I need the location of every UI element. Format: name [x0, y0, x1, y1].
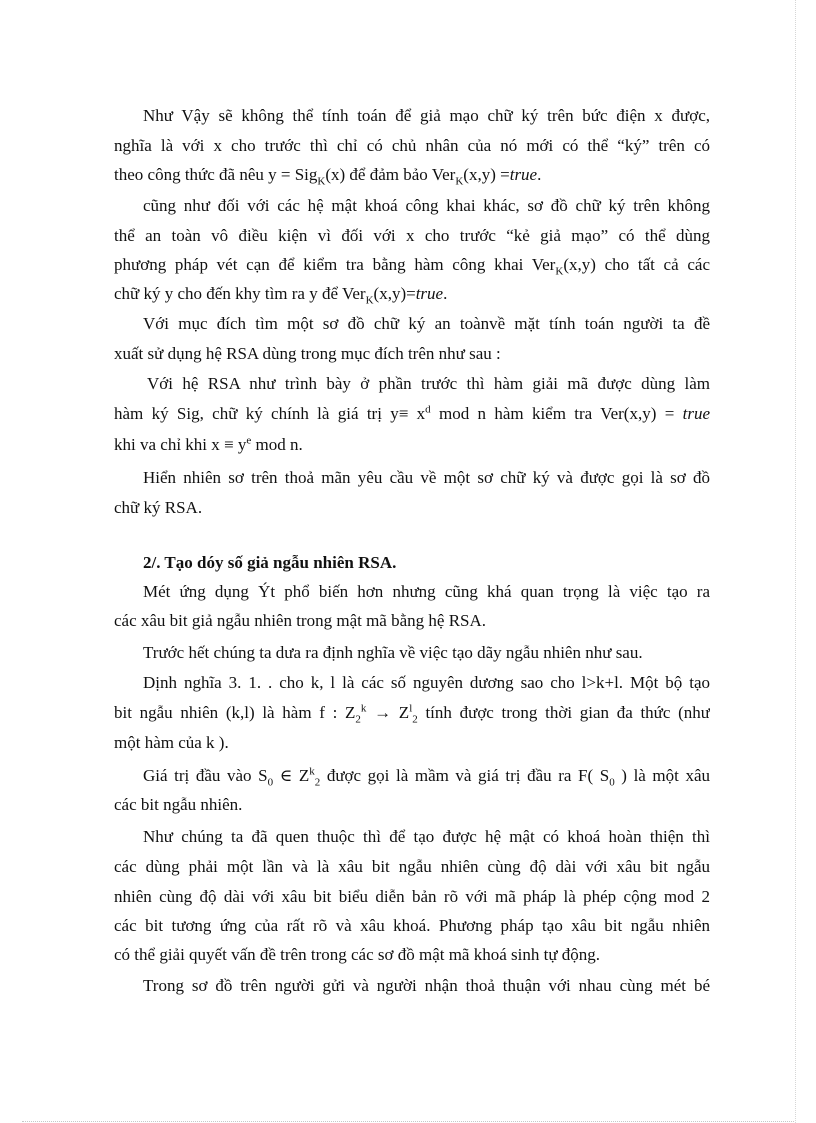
text-line: Giá trị đầu vào $S_0$ ∈ $Z^k_2$ được gọi là mầm và giá trị đầu ra F( $S_0$ ) là một xâu [143, 765, 710, 789]
text-line: có thể giải quyết vấn đề trên trong các sơ đồ mật mã khoá sinh tự động. [114, 945, 601, 964]
text-line: xuất sử dụng hệ RSA dùng trong mục đích trên như sau : [114, 344, 501, 363]
text-line: Với hệ RSA như trình bày ở phần trước thì hàm giải mã được dùng làm [147, 374, 710, 393]
page-edge-divider [795, 0, 796, 1123]
text-line: các xâu bit giả ngẫu nhiên trong mật mã bằng hệ RSA. [114, 611, 487, 630]
text-line: chữ ký RSA. [114, 498, 203, 517]
text-line: Với mục đích tìm một sơ đồ chữ ký an toànvề mặt tính toán người ta đề [143, 314, 710, 333]
text-line: bit ngẫu nhiên (k,l) là hàm f : $Z_2^k \to Z^l_2$ tính được trong thời gian đa thức (như [114, 702, 710, 726]
text-line: Dịnh nghĩa 3. 1. . cho k, l là các số nguyên dương sao cho l>k+l. Một bộ tạo [143, 673, 710, 692]
text-line: một hàm của k ). [114, 733, 229, 752]
text-line: Trong sơ đồ trên người gửi và người nhận thoả thuận với nhau cùng mét bé [143, 976, 710, 995]
text-line: nghĩa là với x cho trước thì chỉ có chủ nhân của nó mới có thể “ký” trên có [114, 136, 710, 155]
text-line: Như Vậy sẽ không thể tính toán để giả mạo chữ ký trên bức điện x được, [143, 106, 710, 125]
text-line: nhiên cùng độ dài với xâu bit biểu diễn bản rõ với mã pháp là phép cộng mod 2 [114, 887, 710, 906]
text-line: Hiển nhiên sơ trên thoả mãn yêu cầu về một sơ chữ ký và được gọi là sơ đồ [143, 468, 710, 487]
section-heading: 2/. Tạo dóy số giả ngẫu nhiên RSA. [143, 553, 397, 572]
text-line: Mét ứng dụng Ýt phổ biến hơn nhưng cũng khá quan trọng là việc tạo ra [143, 582, 710, 601]
text-line: các bit ngẫu nhiên. [114, 795, 243, 814]
text-line: Như chúng ta đã quen thuộc thì để tạo được hệ mật có khoá hoàn thiện thì [143, 827, 710, 846]
text-line: chữ ký y cho đến khy tìm ra y để Ver$_K$(x,y)=true. [114, 284, 448, 307]
text-line: các bit tương ứng của rất rõ và xâu khoá. Phương pháp tạo xâu bit ngẫu nhiên [114, 916, 710, 935]
text-line: các dùng phải một lần và là xâu bit ngẫu nhiên cùng độ dài với xâu bit ngẫu [114, 857, 710, 876]
text-line: cũng như đối với các hệ mật khoá công khai khác, sơ đồ chữ ký trên không [143, 196, 710, 215]
text-line: theo công thức đã nêu y = Sig$_K$(x) để đảm bảo Ver$_K$(x,y) =true. [114, 165, 542, 188]
text-line: khi va chỉ khi $x \equiv y^e$ mod n. [114, 434, 303, 454]
text-line: Trước hết chúng ta dưa ra định nghĩa về việc tạo dãy ngẫu nhiên như sau. [143, 643, 643, 662]
text-line: hàm ký Sig, chữ ký chính là giá trị $y\equiv x^d$ mod n hàm kiểm tra Ver(x,y) = true [114, 403, 710, 423]
text-line: thể an toàn vô điều kiện vì đối với x cho trước “kẻ giả mạo” có thể dùng [114, 226, 710, 245]
text-line: phương pháp vét cạn để kiểm tra bằng hàm công khai Ver$_K$(x,y) cho tất cả các [114, 255, 710, 278]
page-bottom-divider [22, 1121, 794, 1122]
